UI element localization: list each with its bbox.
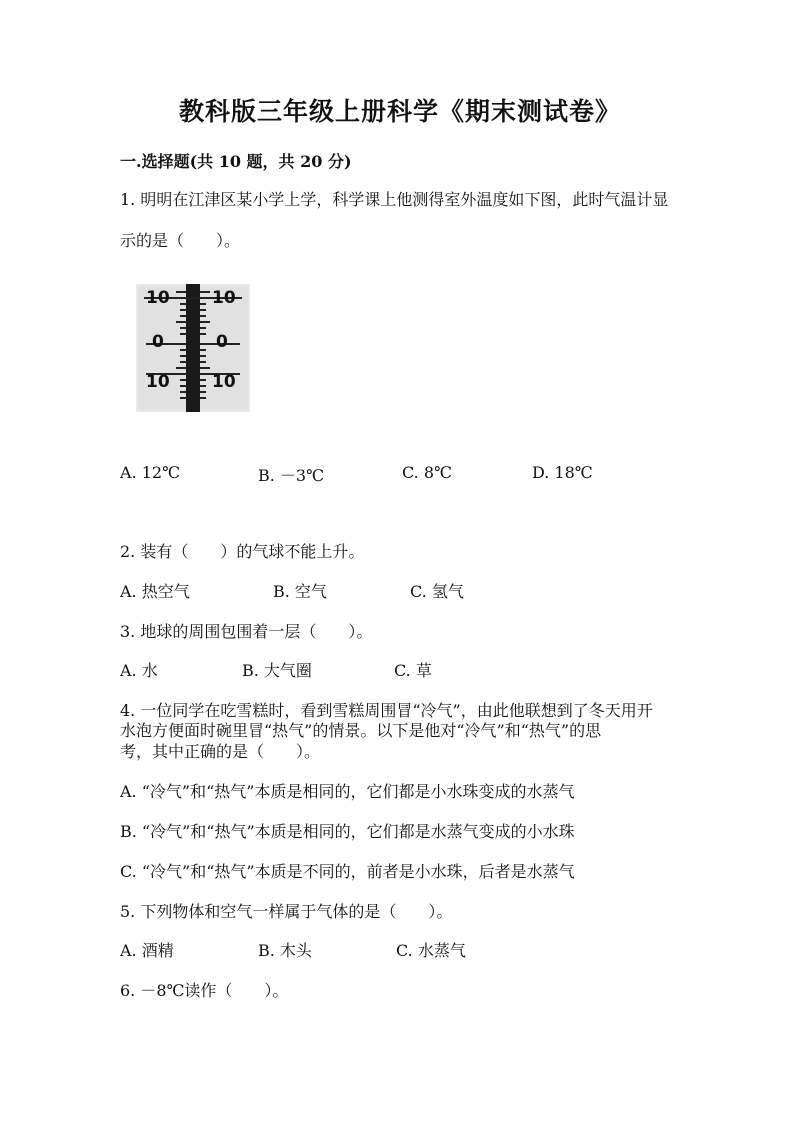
thermo-label-top-left: 10 [146,288,170,308]
question-3-option-a[interactable]: A. 水 [120,661,158,680]
question-5-option-c[interactable]: C. 水蒸气 [396,941,466,960]
thermometer-figure [136,284,250,412]
question-3-line-1: 3. 地球的周围包围着一层（ ）。 [120,622,373,641]
question-1-line-1: 1. 明明在江津区某小学上学，科学课上他测得室外温度如下图，此时气温计显 [120,190,669,209]
thermo-label-bottom-left: 10 [146,372,170,392]
question-1-option-b[interactable]: B. －3℃ [258,466,325,485]
question-1-line-2: 示的是（ ）。 [120,231,241,250]
thermo-label-mid-left: 0 [152,332,164,352]
question-5-option-b[interactable]: B. 木头 [258,941,312,960]
question-4-option-b[interactable]: B. “冷气”和“热气”本质是相同的，它们都是水蒸气变成的小水珠 [120,822,575,841]
question-1-option-a[interactable]: A. 12℃ [120,463,180,482]
question-2-option-b[interactable]: B. 空气 [273,582,327,601]
question-4-line-1: 4. 一位同学在吃雪糕时，看到雪糕周围冒“冷气”，由此他联想到了冬天用开 [120,701,653,720]
question-4-line-3: 考，其中正确的是（ ）。 [120,742,321,761]
thermo-label-bottom-right: 10 [212,372,236,392]
question-4-option-c[interactable]: C. “冷气”和“热气”本质是不同的，前者是小水珠，后者是水蒸气 [120,862,575,881]
question-6-line-1: 6. －8℃读作（ ）。 [120,981,289,1000]
question-4-option-a[interactable]: A. “冷气”和“热气”本质是相同的，它们都是小水珠变成的水蒸气 [120,782,575,801]
thermometer-image [136,284,250,412]
section-heading: 一.选择题(共 10 题，共 20 分) [120,152,352,171]
question-3-option-b[interactable]: B. 大气圈 [242,661,312,680]
question-2-option-a[interactable]: A. 热空气 [120,582,190,601]
question-2-option-c[interactable]: C. 氢气 [410,582,464,601]
thermo-label-mid-right: 0 [216,332,228,352]
question-5-option-a[interactable]: A. 酒精 [120,941,174,960]
question-5-line-1: 5. 下列物体和空气一样属于气体的是（ ）。 [120,902,453,921]
question-1-option-d[interactable]: D. 18℃ [532,463,593,482]
question-3-option-c[interactable]: C. 草 [394,661,432,680]
question-1-option-c[interactable]: C. 8℃ [402,463,452,482]
question-4-line-2: 水泡方便面时碗里冒“热气”的情景。以下是他对“冷气”和“热气”的思 [120,721,602,740]
question-2-line-1: 2. 装有（ ）的气球不能上升。 [120,542,365,561]
page-title: 教科版三年级上册科学《期末测试卷》 [178,97,621,126]
thermo-label-top-right: 10 [212,288,236,308]
